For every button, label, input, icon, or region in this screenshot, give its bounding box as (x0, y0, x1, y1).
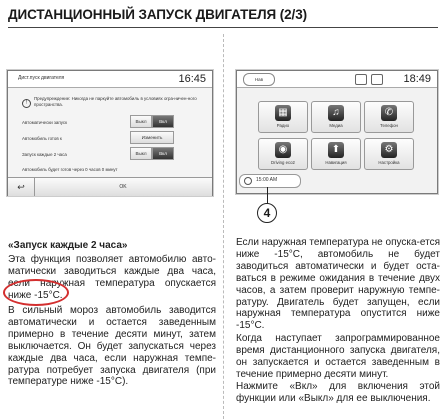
right-screen-header (237, 71, 437, 88)
warning-icon: ! (22, 99, 31, 108)
every-2h-off-button[interactable]: Выкл (130, 147, 152, 160)
tile-media[interactable] (311, 101, 361, 133)
paragraph-4: Когда наступает запрограммированное время дистанционного запуска двигателя, он запускается и остается заведенным в течение примерно десяти минут. (236, 333, 440, 380)
section-subheading: «Запуск каждые 2 часа» (8, 240, 128, 251)
option-label-auto: Автоматически запуск (22, 120, 68, 125)
paragraph-1: Эта функция позволяет автомобилю авто-матически заводиться каждые два часа, если наружная температура опускается ниже -15°С. (8, 254, 216, 301)
column-divider (223, 34, 224, 419)
callout-number: 4 (257, 203, 277, 223)
option-label-every-2h: Запуск каждые 2 часа (22, 152, 67, 157)
tile-label: Телефон (380, 123, 398, 128)
option-label-ready-in: Автомобиль будет готов через 0 часов 0 минут (22, 167, 118, 172)
auto-off-button[interactable]: Выкл (130, 115, 152, 128)
tile-label: Медиа (329, 123, 343, 128)
tile-driving-eco[interactable] (258, 138, 308, 170)
change-button[interactable]: Изменить (130, 131, 174, 144)
tile-label: Радио (276, 123, 290, 128)
left-screen-time: 16:45 (178, 73, 206, 85)
phone-status-icon (371, 74, 383, 85)
warning-text: Предупреждение: Никогда не паркуйте автомобиль в условиях огра-ничен-ного пространства. (34, 96, 197, 107)
paragraph-2: В сильный мороз автомобиль заводится автоматически и остается заведенным примерно в течение десяти минут, затем выключается. Он будет запускаться через каждые два часа, если наружная темпе-ратура потребует запуска двигателя (при температуре ниже -15°С). (8, 305, 216, 388)
left-screen-header (8, 71, 212, 88)
callout-line (267, 187, 268, 204)
left-screen-footer (8, 177, 212, 196)
tile-label: Настройка (378, 160, 400, 165)
phone-icon: ✆ (381, 105, 397, 121)
tile-label: Driving eco2 (271, 160, 295, 165)
media-status-icon (355, 74, 367, 85)
title-rule (8, 27, 438, 28)
every-2h-on-button[interactable]: Вкл (152, 147, 174, 160)
media-icon: ♫ (328, 105, 344, 121)
ok-button[interactable]: OK (119, 184, 127, 190)
tile-phone[interactable] (364, 101, 414, 133)
navigation-icon: ⬆ (328, 142, 344, 158)
back-button[interactable]: ↩ (8, 178, 35, 196)
clock-text: 15:00 AM (256, 177, 278, 183)
tile-radio[interactable] (258, 101, 308, 133)
home-tab[interactable]: Нав (243, 73, 275, 86)
clock-icon (244, 177, 252, 185)
paragraph-3: Если наружная температура не опуска-ется ниже -15°С, автомобиль не будет заводиться автоматически и будет оста-ваться в режиме ожидания в течение двух часов, а затем проверит наружную темпе-ратуру. Двигатель будет запущен, если наружная температура опустится ниже -15°С. (236, 237, 440, 332)
clock-bar[interactable] (239, 174, 301, 188)
highlight-ellipse (3, 279, 69, 306)
tile-settings[interactable] (364, 138, 414, 170)
settings-icon: ⚙ (381, 142, 397, 158)
left-screen-title: Дист.пуск двигателя (18, 75, 65, 81)
page-title: ДИСТАНЦИОННЫЙ ЗАПУСК ДВИГАТЕЛЯ (2/3) (8, 7, 308, 22)
driving-eco-icon: ◉ (275, 142, 291, 158)
right-screen (236, 70, 438, 194)
paragraph-5: Нажмите «Вкл» для включения этой функции или «Выкл» для ее выключения. (236, 381, 440, 404)
radio-icon: ▦ (275, 105, 291, 121)
option-label-ready: Автомобиль готов к (22, 136, 62, 141)
tile-navigation[interactable] (311, 138, 361, 170)
left-screen (7, 70, 213, 196)
right-screen-time: 18:49 (403, 73, 431, 85)
auto-on-button[interactable]: Вкл (152, 115, 174, 128)
tile-label: Навигация (325, 160, 347, 165)
